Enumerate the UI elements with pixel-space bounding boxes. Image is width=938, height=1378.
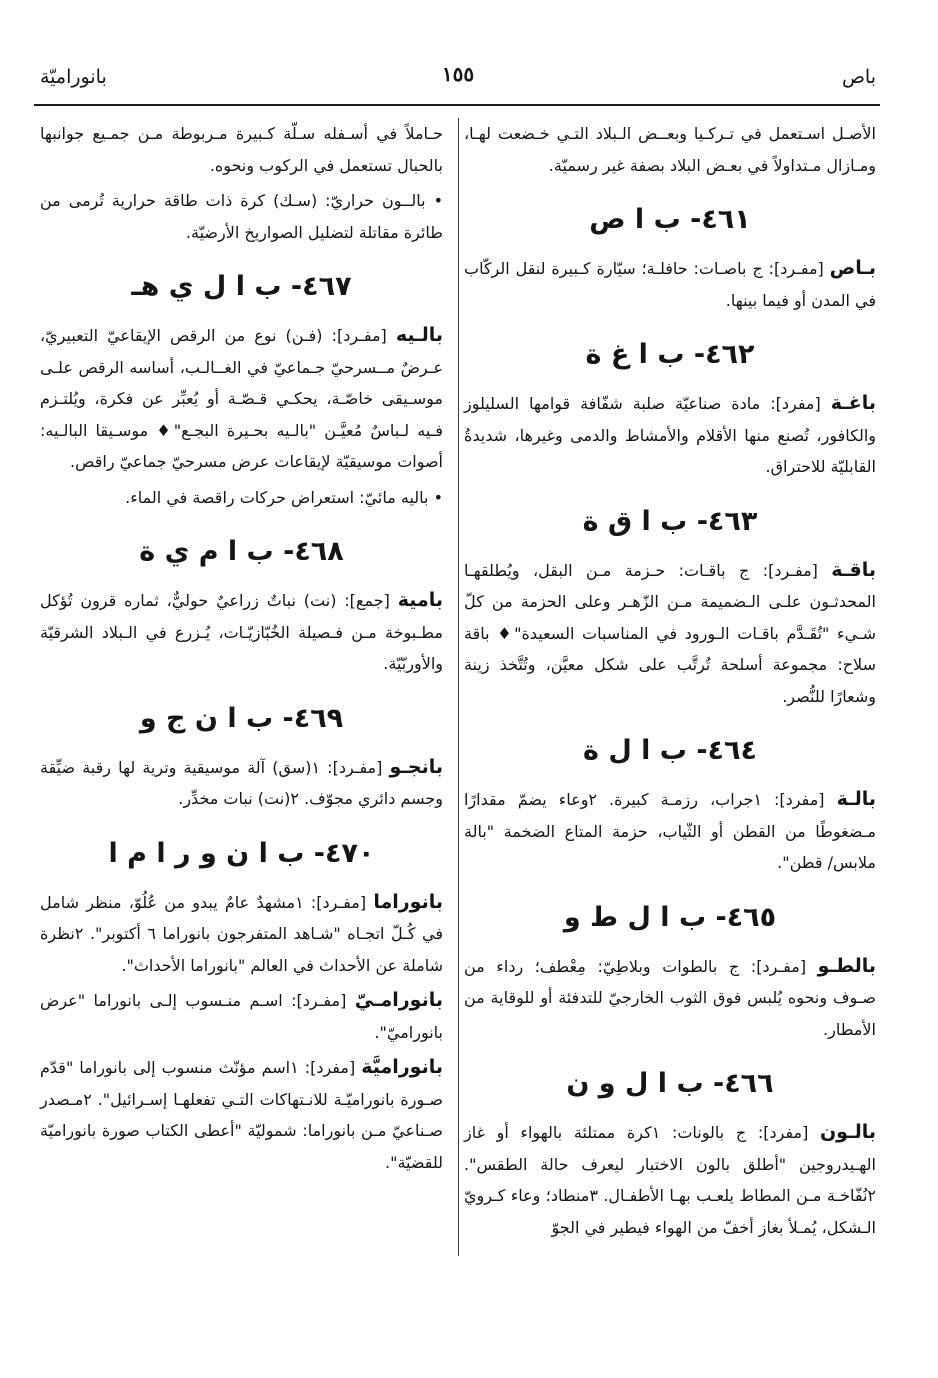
root-heading: ٤٦٧- ب ا ل ي هـ xyxy=(131,271,352,302)
entry-headword: بانوراما xyxy=(373,890,443,913)
entry-definition: [مفـرد]: (فـن) نوع من الرقص الإيقاعيّ التعبيريّ، عـرضٌ مــسرحيّ جـماعيّ في الغــالـب، أساسه الرقص علـى موسـيقى خاصّـة، يحكـي قـصّـة أو يُعبِّر عن فكرة، ويُلتـزم فـيه لـباسٌ مُعيَّـن "بالـيه بحـيرة البجـع"♦ موسـيقا البالـيه: أصوات موسيقيّة لإيقاعات عرض مسرحيّ جماعيّ راقص. xyxy=(40,326,443,471)
entry-headword: بـاص xyxy=(829,257,876,279)
entry-definition: [مفـرد]: ج بالطوات وبلاطِيّ: مِعْطف؛ رداء من صـوف ونحوه يُلبس فوق الثوب الخارجيّ للتدفئة أو للوقاية من الأمطار. xyxy=(464,956,876,1039)
entry-text: حـاملاً في أسـفله سـلّة كـبيرة مـربوطة مـن جمـيع جوانبها بالحبال تستعمل في الركوب ونحوه. xyxy=(40,124,443,175)
entry-headword: باقـة xyxy=(831,558,876,581)
root-heading: ٤٦١- ب ا ص xyxy=(589,204,751,235)
entry-definition: [مفـرد]: ج باقـات: حـزمة مـن البقل، ويُطلقهـا المحدثـون علـى الـضميمة مـن الزّهـر وعلى الحزمة من كلّ شـيء "تُقَـدَّم باقـات الـورود في المناسبات السعيدة"♦ باقة سلاح: مجموعة أسلحة تُرتَّب على شكل معيَّن، وتُتَّخذ زينة وشعارًا للنُّصر. xyxy=(464,560,876,706)
entry-headword: بالـيه xyxy=(395,324,443,346)
dictionary-entry xyxy=(40,320,443,478)
entry-definition: [مفـرد]: اسـم منـسوب إلـى بانوراما "عرض بانوراميّ". xyxy=(40,991,443,1042)
dictionary-entry xyxy=(40,985,443,1048)
dictionary-entry xyxy=(464,951,876,1046)
dictionary-entry xyxy=(464,555,876,713)
entry-definition: [مفرد]: ١جراب، رزمـة كبيرة. ٢وعاء يضمّ مقدارًا مـضغوطًا من القطن أو الثّياب، حزمة المتاع الضخمة "بالة ملابس/ قطن". xyxy=(464,790,876,872)
root-heading: ٤٦٤- ب ا ل ة xyxy=(582,735,757,766)
entry-definition: [مفـرد]: ج باصـات: حافلـة؛ سيّارة كـبيرة لنقل الركّاب في المدن أو فيما بينها. xyxy=(464,259,876,310)
entry-definition: [جمع]: (نت) نباتٌ زراعيٌ حوليٌّ، ثماره قرون تُؤكل مطـبوخة مـن فـصيلة الخُبّازيّـات، يُـزرع في الـبلاد الشرقيّة والأوربّيّة. xyxy=(40,591,443,673)
column-divider xyxy=(458,118,459,1256)
entry-definition: [مفـرد]: ١(سق) آلة موسيقية وترية لها رقبة ضيِّقة وجسم دائري مجوّف. ٢(نت) نبات مخدِّر. xyxy=(40,757,443,808)
entry-definition: [مفرد]: ج بالونات: ١كرة ممتلئة بالهواء أو غاز الهـيدروجين "أطلق بالون الاختبار ليعرف حالة الطقس". ٢نُفّاخـة مـن المطاط يلعـب بهـا الأطفـال. ٣منطاد؛ وعاء كـرويّ الـشكل، يُمـلأ بغاز أخفّ من الهواء فيطير في الجوّ xyxy=(464,1123,876,1237)
entry-definition: [مفـرد]: ١مشهدٌ عامٌ يبدو من عُلُوّ، منظر شامل في كُـلّ اتجـاه "شـاهد المتفرجون بانوراما ٦ أكتوبر". ٢نظرة شاملة عن الأحداث في العالم "بانوراما الأحداث". xyxy=(40,892,443,975)
dictionary-entry xyxy=(464,1117,876,1243)
dictionary-entry xyxy=(40,585,443,680)
guide-word-first: باص xyxy=(841,66,876,88)
root-heading: ٤٦٥- ب ا ل ط و xyxy=(563,901,777,933)
root-heading: ٤٦٦- ب ا ل و ن xyxy=(566,1068,774,1099)
entry-text: • باليه مائيّ: استعراض حركات راقصة في الماء. xyxy=(125,487,443,507)
dictionary-entry xyxy=(40,887,443,982)
left-column xyxy=(40,118,443,1182)
root-heading: ٤٦٢- ب ا غ ة xyxy=(585,339,755,370)
entry-definition: [مفرد]: مادة صناعيّة صلبة شفّافة قوامها السليلوز والكافور، تُصنع منها الأقلام والأمشاط والدمى وغيرها، شديدةُ القابليّة للاحتراق. xyxy=(464,394,876,476)
entry-definition: [مفرد]: ١اسم مؤنّث منسوب إلى بانوراما "قدّم صـورة بانوراميّـة للانـتهاكات التـي تفعلهـا إسـرائيل". ٢مـصدر صـناعيّ مـن بانوراما: شموليّة "أعطى الكتاب صورة بانوراميّة للقضيّة". xyxy=(40,1058,443,1172)
entry-headword: بالـون xyxy=(819,1121,876,1143)
guide-word-last: بانوراميّة xyxy=(40,66,107,88)
root-heading: ٤٦٩- ب ا ن ج و xyxy=(139,702,344,734)
entry-headword: باغـة xyxy=(830,392,876,414)
dictionary-entry xyxy=(464,784,876,879)
dictionary-entry xyxy=(40,752,443,815)
dictionary-entry xyxy=(464,388,876,483)
entry-headword: بامية xyxy=(397,589,443,611)
entry-headword: بانوراميَّة xyxy=(361,1056,443,1078)
entry-headword: بالـة xyxy=(836,788,877,810)
page-number: ١٥٥ xyxy=(441,62,475,86)
entry-headword: بالطـو xyxy=(817,954,876,977)
entry-text: • بالــون حراريّ: (سـك) كرة ذات طاقة حرارية تُرمى من طائرة مقاتلة لتضليل الصواريخ الأرضيّة. xyxy=(40,191,443,242)
entry-headword: بانجـو xyxy=(389,755,443,778)
entry-headword: بانورامـيّ xyxy=(354,989,443,1011)
dictionary-entry xyxy=(40,1052,443,1178)
entry-text: الأصـل اسـتعمل في تـركـيا وبعــض الـبلاد التـي خـضعت لهـا، ومـازال مـتداولاً في بعـض البلاد بصفة غير رسميّة. xyxy=(464,124,876,175)
header-rule xyxy=(34,104,880,106)
root-heading: ٤٧٠- ب ا ن و ر ا م ا xyxy=(108,837,375,869)
dictionary-entry xyxy=(464,253,876,316)
right-column xyxy=(464,118,876,1247)
root-heading: ٤٦٨- ب ا م ي ة xyxy=(139,536,344,567)
running-head xyxy=(40,58,876,98)
root-heading: ٤٦٣- ب ا ق ة xyxy=(582,505,758,537)
